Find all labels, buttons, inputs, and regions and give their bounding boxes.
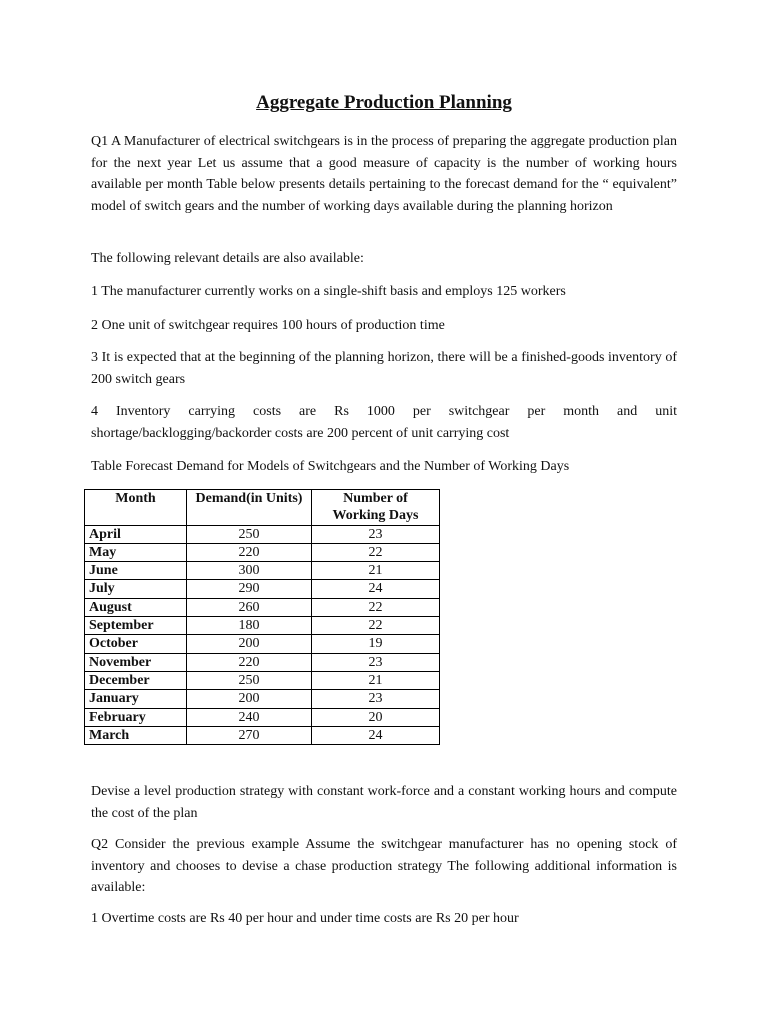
demand-cell: 200 <box>187 690 312 708</box>
working-days-cell: 22 <box>312 617 440 635</box>
table-row <box>85 562 440 580</box>
demand-cell: 250 <box>187 671 312 689</box>
month-cell: November <box>85 653 187 671</box>
working-days-cell: 23 <box>312 653 440 671</box>
detail-item-1: 1 The manufacturer currently works on a single-shift basis and employs 125 workers <box>91 284 566 299</box>
month-cell: September <box>85 617 187 635</box>
q1-intro-paragraph: Q1 A Manufacturer of electrical switchgears is in the process of preparing the aggregate production plan for the next year Let us assume that a good measure of capacity is the number of working hours available per month Table below presents details pertaining to the forecast demand for the “ equivalent” model of switch gears and the number of working days available during the planning horizon <box>91 134 677 214</box>
table-row <box>85 543 440 561</box>
demand-cell: 220 <box>187 543 312 561</box>
working-days-cell: 23 <box>312 690 440 708</box>
table-row <box>85 635 440 653</box>
working-days-cell: 24 <box>312 726 440 744</box>
table-row <box>85 671 440 689</box>
demand-cell: 260 <box>187 598 312 616</box>
working-days-cell: 19 <box>312 635 440 653</box>
table-row <box>85 653 440 671</box>
working-days-cell: 24 <box>312 580 440 598</box>
table-row <box>85 708 440 726</box>
demand-cell: 300 <box>187 562 312 580</box>
month-cell: December <box>85 671 187 689</box>
month-cell: May <box>85 543 187 561</box>
working-days-cell: 20 <box>312 708 440 726</box>
forecast-demand-table <box>84 489 440 745</box>
demand-cell: 290 <box>187 580 312 598</box>
relevant-details-paragraph: The following relevant details are also available: <box>91 251 364 266</box>
demand-cell: 250 <box>187 525 312 543</box>
month-cell: April <box>85 525 187 543</box>
detail-item-4: 4 Inventory carrying costs are Rs 1000 per switchgear per month and unit shortage/backlogging/backorder costs are 200 percent of unit carrying cost <box>91 404 677 441</box>
header-demand: Demand(in Units) <box>187 490 312 526</box>
table-header-row <box>85 490 440 526</box>
page-title: Aggregate Production Planning <box>256 92 512 113</box>
demand-cell: 180 <box>187 617 312 635</box>
devise-paragraph: Devise a level production strategy with constant work-force and a constant working hours and compute the cost of the plan <box>91 784 677 821</box>
table-row <box>85 690 440 708</box>
table-row <box>85 617 440 635</box>
table-row <box>85 580 440 598</box>
demand-cell: 270 <box>187 726 312 744</box>
q2-item-1: 1 Overtime costs are Rs 40 per hour and under time costs are Rs 20 per hour <box>91 911 519 926</box>
header-month: Month <box>85 490 187 526</box>
month-cell: January <box>85 690 187 708</box>
detail-item-3: 3 It is expected that at the beginning of the planning horizon, there will be a finished-goods inventory of 200 switch gears <box>91 350 677 387</box>
month-cell: July <box>85 580 187 598</box>
header-working-days: Number of Working Days <box>312 490 440 526</box>
table-caption: Table Forecast Demand for Models of Switchgears and the Number of Working Days <box>91 459 570 474</box>
month-cell: October <box>85 635 187 653</box>
working-days-cell: 23 <box>312 525 440 543</box>
detail-item-2: 2 One unit of switchgear requires 100 hours of production time <box>91 318 445 333</box>
demand-cell: 200 <box>187 635 312 653</box>
working-days-cell: 21 <box>312 671 440 689</box>
demand-cell: 240 <box>187 708 312 726</box>
table-row <box>85 726 440 744</box>
month-cell: June <box>85 562 187 580</box>
table-row <box>85 525 440 543</box>
month-cell: March <box>85 726 187 744</box>
q2-paragraph: Q2 Consider the previous example Assume the switchgear manufacturer has no opening stock of inventory and chooses to devise a chase production strategy The following additional information is available: <box>91 837 677 895</box>
demand-cell: 220 <box>187 653 312 671</box>
month-cell: August <box>85 598 187 616</box>
working-days-cell: 22 <box>312 598 440 616</box>
working-days-cell: 21 <box>312 562 440 580</box>
table-row <box>85 598 440 616</box>
month-cell: February <box>85 708 187 726</box>
working-days-cell: 22 <box>312 543 440 561</box>
